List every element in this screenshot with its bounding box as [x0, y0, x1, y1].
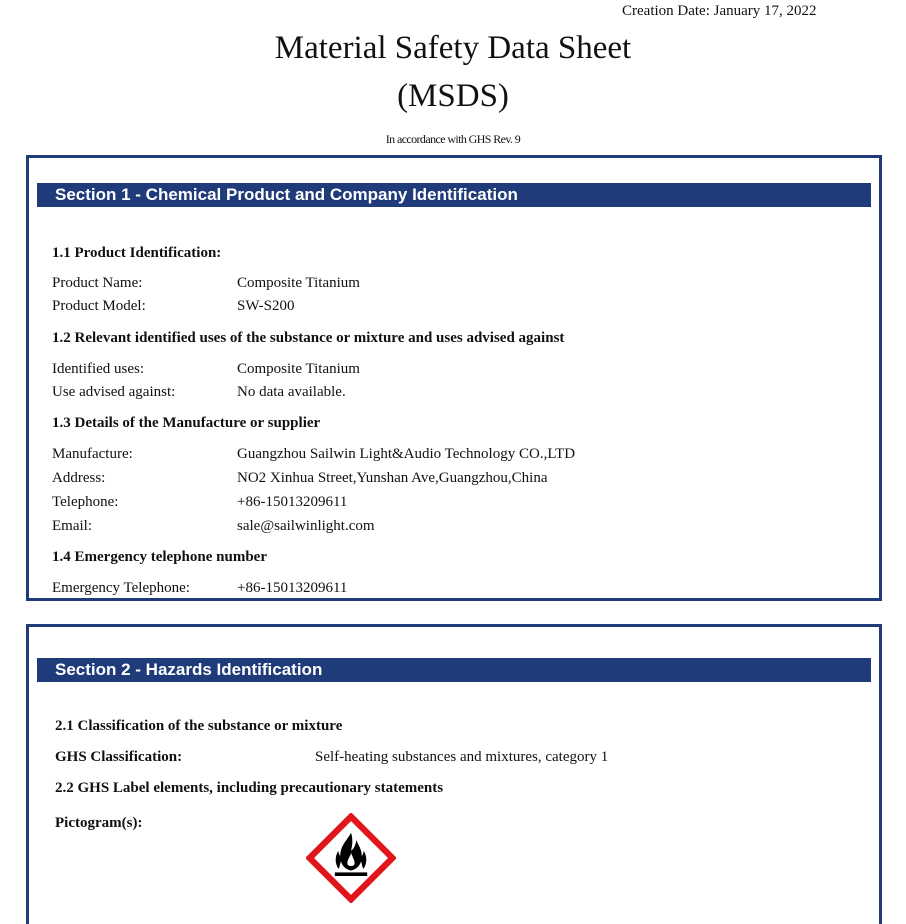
section-2-title: Section 2 - Hazards Identification: [37, 658, 871, 682]
use-advised-against-label: Use advised against:: [52, 384, 176, 400]
flame-pictogram-icon: [306, 813, 396, 903]
document-subtitle: (MSDS): [397, 78, 509, 114]
ghs-accordance-note: In accordance with GHS Rev. 9: [385, 132, 521, 146]
telephone-value: +86-15013209611: [237, 494, 348, 510]
email-label: Email:: [52, 518, 92, 534]
product-name-label: Product Name:: [52, 275, 143, 291]
address-value: NO2 Xinhua Street,Yunshan Ave,Guangzhou,China: [237, 470, 548, 486]
heading-1-4: 1.4 Emergency telephone number: [52, 549, 267, 565]
heading-1-1: 1.1 Product Identification:: [52, 245, 222, 261]
product-name-value: Composite Titanium: [237, 275, 360, 291]
product-model-label: Product Model:: [52, 298, 146, 314]
document-title: Material Safety Data Sheet: [274, 30, 632, 66]
address-label: Address:: [52, 470, 106, 486]
heading-2-1: 2.1 Classification of the substance or mixture: [55, 718, 343, 734]
telephone-label: Telephone:: [52, 494, 119, 510]
identified-uses-value: Composite Titanium: [237, 361, 360, 377]
emergency-telephone-value: +86-15013209611: [237, 580, 348, 596]
emergency-telephone-label: Emergency Telephone:: [52, 580, 190, 596]
heading-1-2: 1.2 Relevant identified uses of the substance or mixture and uses advised against: [52, 330, 565, 346]
ghs-classification-label: GHS Classification:: [55, 749, 183, 765]
heading-1-3: 1.3 Details of the Manufacture or supplier: [52, 415, 321, 431]
heading-2-2: 2.2 GHS Label elements, including precautionary statements: [55, 780, 444, 796]
use-advised-against-value: No data available.: [237, 384, 346, 400]
identified-uses-label: Identified uses:: [52, 361, 145, 377]
creation-date: Creation Date: January 17, 2022: [622, 3, 817, 19]
pictogram-label: Pictogram(s):: [55, 815, 143, 831]
email-value: sale@sailwinlight.com: [237, 518, 375, 534]
section-1-box: [26, 155, 882, 601]
section-2-box: [26, 624, 882, 924]
product-model-value: SW-S200: [237, 298, 295, 314]
manufacture-value: Guangzhou Sailwin Light&Audio Technology CO.,LTD: [237, 446, 576, 462]
manufacture-label: Manufacture:: [52, 446, 133, 462]
section-1-title: Section 1 - Chemical Product and Company Identification: [37, 183, 871, 207]
ghs-classification-value: Self-heating substances and mixtures, category 1: [315, 749, 609, 765]
